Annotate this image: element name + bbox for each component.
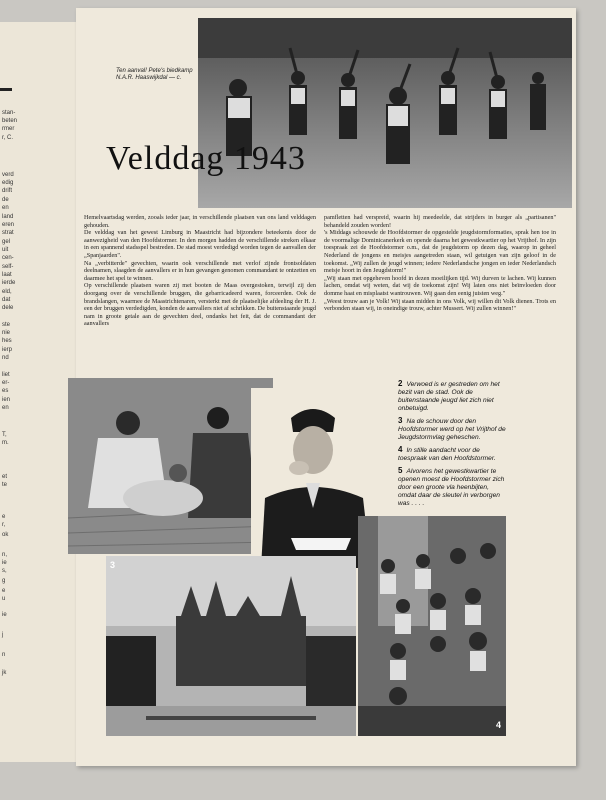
left-page-fragment: beten bbox=[2, 118, 18, 124]
caption-number: 2 bbox=[398, 379, 403, 388]
left-page-fragment: en bbox=[2, 205, 9, 211]
left-page-fragment: edig bbox=[2, 180, 14, 186]
page-title: Velddag 1943 bbox=[106, 140, 306, 177]
left-page-fragment: liet bbox=[2, 372, 10, 378]
left-page-fragment: g bbox=[2, 578, 6, 584]
article-paragraph: „Weest trouw aan je Volk! Wij staan midden in ons Volk, wij willen dit Volk dienen. Trots en verbonden staan wij, in oneindige trouw, achter Mussert. Wij zullen winnen!" bbox=[324, 297, 556, 313]
left-page-fragment: ierp bbox=[2, 347, 13, 353]
article-paragraph: 's Middags schouwde de Hoofdstormer de opgestelde jeugdstormformaties, sprak hen toe in de voormalige Dominicanerkerk en opende daarna het gewestkwartier op het Vrijthof. In zijn toespraak zei de Hoofdstormer o.m., dat de jeugdstorm op dezen dag, waarop in geheel Nederland de jongens en meisjes aangetreden staan, wil getuigen van zijn geloof in de toekomst. „Wij zullen de jeugd winnen; iedere Nederlandsche jongen en ieder Nederlandsch meisje hoort in den Jeugdstorm!" bbox=[324, 229, 556, 275]
caption-number: 4 bbox=[398, 445, 403, 454]
article-column-1 bbox=[84, 214, 316, 328]
article-column-2 bbox=[324, 214, 556, 313]
left-page-fragment: hes bbox=[2, 338, 12, 344]
caption-number: 3 bbox=[398, 416, 403, 425]
left-page-fragment: ie bbox=[2, 612, 7, 618]
left-page-fragment: n, bbox=[2, 552, 8, 558]
left-page-fragment: ste bbox=[2, 322, 11, 328]
numbered-caption bbox=[398, 467, 508, 508]
left-page-fragment: j bbox=[2, 632, 4, 638]
photo-first-aid bbox=[68, 378, 273, 554]
left-page-fragment: n bbox=[2, 652, 6, 658]
left-page-fragment: ien bbox=[2, 397, 11, 403]
left-page-fragment: dele bbox=[2, 305, 14, 311]
numbered-caption bbox=[398, 417, 508, 442]
left-page-fragment: cen- bbox=[2, 255, 14, 261]
photo-cathedral-vrijthof bbox=[106, 556, 356, 736]
left-page-fragment: ie bbox=[2, 560, 7, 566]
photo-listening-youth bbox=[358, 516, 506, 736]
article-paragraph: pamfletten had verspreid, waarin hij meedeelde, dat strijders in burger als „partisanen" behandeld zouden worden! bbox=[324, 214, 556, 229]
left-page-fragment: stan- bbox=[2, 110, 16, 116]
left-page-fragment: nd bbox=[2, 355, 9, 361]
left-page-fragment: self- bbox=[2, 264, 14, 270]
left-page-fragment: u bbox=[2, 596, 6, 602]
photo-number-4: 4 bbox=[496, 720, 502, 730]
left-page-fragment: et bbox=[2, 474, 8, 480]
left-page-fragment: laat bbox=[2, 272, 12, 278]
caption-text: Verwoed is er gestreden om het bezit van de stad. Ook de buitenstaande jeugd liet zich niet onbetuigd. bbox=[398, 381, 500, 412]
caption-number: 5 bbox=[398, 466, 403, 475]
caption-text: In stille aandacht voor de toespraak van den Hoofdstormer. bbox=[398, 447, 496, 462]
left-page-fragment: T, bbox=[2, 432, 7, 438]
left-page-fragment: e bbox=[2, 514, 6, 520]
numbered-caption bbox=[398, 446, 508, 463]
article-paragraph: De velddag van het gewest Limburg in Maastricht had bijzondere beteekenis door de aanwezigheid van den Hoofdstormer. In den morgen hadden de verschillende streken elkaar in een spannend stadsspel bestreden. De stad moest verdedigd worden tegen de aanvallen der „Spanjaarden". bbox=[84, 229, 316, 259]
caption-text: Na de schouw door den Hoofdstormer werd op het Vrijthof de Jeugdstormvlag geheschen. bbox=[398, 418, 506, 441]
left-page-fragment: jk bbox=[2, 670, 7, 676]
left-page-fragment: uit bbox=[2, 247, 9, 253]
photo-number-3: 3 bbox=[110, 560, 116, 570]
left-page-fragment: drift bbox=[2, 188, 13, 194]
caption-text: Alvorens het gewestkwartier te openen moest de Hoofdstormer zich door een groote vla heenbijten, omdat daar de sleutel in verborgen was . . . . bbox=[398, 468, 505, 507]
numbered-caption bbox=[398, 380, 508, 413]
left-page-fragment: eld, bbox=[2, 289, 12, 295]
left-page-fragment: r, bbox=[2, 522, 6, 528]
left-page-fragment: gel bbox=[2, 239, 11, 245]
left-page-fragment: er- bbox=[2, 380, 10, 386]
left-page-fragment: es bbox=[2, 388, 9, 394]
left-page-fragment: dat bbox=[2, 297, 11, 303]
left-page-fragment: nie bbox=[2, 330, 11, 336]
left-page bbox=[0, 22, 77, 762]
top-photo-caption: Ten aanval! Pete's biedkamp N.A.R. Haaswijkdal — c. bbox=[116, 68, 193, 81]
article-paragraph: „Wij staan met opgeheven hoofd in dezen moeilijken tijd. Wij durven te lachen. Wij kunnen lachen, omdat wij weten, dat wij de toekomst zijn! Wij laten ons niet beïnvloeden door domme haat en misplaatst wantrouwen. Wij gaan den eenig juisten weg." bbox=[324, 274, 556, 297]
article-paragraph: Hemelvaartsdag werden, zooals ieder jaar, in verschillende plaatsen van ons land velddagen gehouden. bbox=[84, 214, 316, 229]
magazine-page bbox=[76, 8, 576, 766]
left-page-fragment: ok bbox=[2, 532, 9, 538]
left-page-fragment: en bbox=[2, 405, 9, 411]
article-paragraph: Op verschillende plaatsen waren zij met booten de Maas overgestoken, terwijl zij den doorgang over de verschillende bruggen, die gebarricadeerd waren, forceerden. Ook de brandslangen, waarmee de Maastrichtenaren, versterkt met de plaatselijke afdeeling der H. J. een der bruggen verdedigden, konden de aanvallers niet af schrikken. De buitenstaande jeugd nam in groote getale aan de gevechten deel, ondanks het feit, dat de commandant der aanvallers bbox=[84, 282, 316, 328]
left-page-fragment: rmer bbox=[2, 126, 15, 132]
left-page-fragment: verd bbox=[2, 172, 14, 178]
left-page-fragment: ierde bbox=[2, 280, 16, 286]
left-page-fragment: s, bbox=[2, 568, 7, 574]
left-page-fragment: strat bbox=[2, 230, 14, 236]
left-page-fragment: m. bbox=[2, 440, 9, 446]
left-page-fragment: te bbox=[2, 482, 8, 488]
left-page-fragment: r, C. bbox=[2, 135, 14, 141]
photo-marching-youth bbox=[198, 18, 572, 208]
left-page-fragment: land bbox=[2, 214, 14, 220]
numbered-captions bbox=[398, 380, 508, 512]
left-page-fragment: e bbox=[2, 588, 6, 594]
article-paragraph: Na „verbitterde" gevechten, waarin ook verschillende met verlof zijnde frontsoldaten deelnamen, slaagden de aanvallers er in hun gevangen genomen commandant te ontzetten en daarmee het spel te winnen. bbox=[84, 259, 316, 282]
left-page-fragment: de bbox=[2, 197, 9, 203]
left-page-rule bbox=[0, 88, 12, 91]
left-page-fragment: eren bbox=[2, 222, 15, 228]
